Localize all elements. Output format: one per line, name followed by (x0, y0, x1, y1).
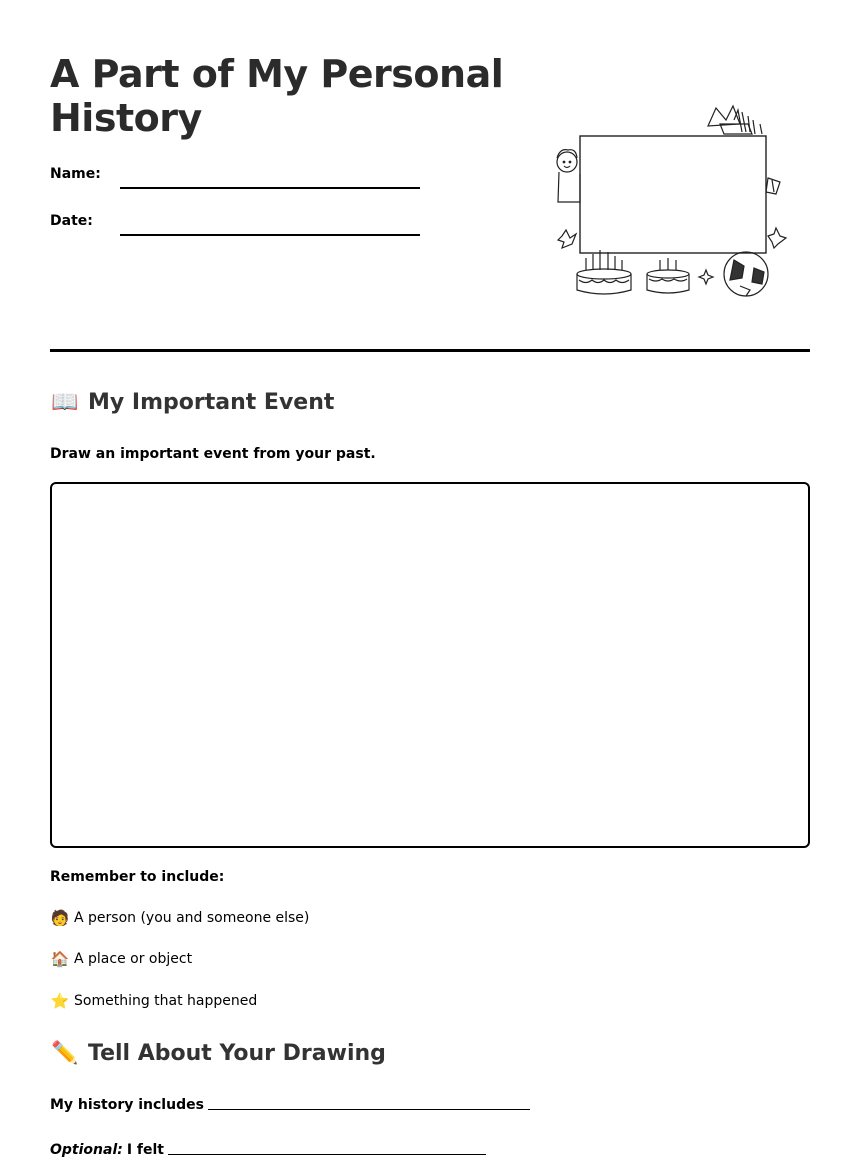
name-label: Name: (50, 166, 101, 182)
house-icon: 🏠 (50, 950, 70, 968)
history-prompt (50, 1097, 530, 1113)
open-book-icon: 📖 (51, 390, 79, 415)
page-title: A Part of My Personal History (50, 52, 504, 140)
event-section-title-text: My Important Event (88, 390, 335, 415)
date-field[interactable] (120, 234, 420, 236)
history-illustration (548, 98, 788, 303)
drawing-area[interactable] (50, 482, 810, 848)
books-icon (708, 106, 762, 134)
list-item (50, 909, 309, 927)
ball-icon (724, 252, 768, 296)
birthday-cake-icon (577, 250, 631, 294)
star-icon: ⭐ (50, 992, 70, 1010)
tell-section-title-text: Tell About Your Drawing (88, 1041, 386, 1066)
list-item (50, 992, 257, 1010)
draw-instruction: Draw an important event from your past. (50, 446, 376, 462)
person-icon: 🧑 (50, 909, 70, 927)
divider (50, 349, 810, 352)
child-icon (557, 150, 580, 202)
star-sparkle-icon (699, 270, 713, 284)
sparkle-icon (768, 228, 786, 248)
sparkle-icon (558, 230, 576, 248)
optional-label: Optional: (50, 1142, 123, 1158)
feeling-prompt (50, 1142, 486, 1158)
cake-icon (647, 258, 689, 293)
event-section-title (50, 390, 334, 415)
feeling-prompt-label: I felt (126, 1142, 165, 1158)
list-item-text: A person (you and someone else) (74, 910, 310, 926)
remember-label: Remember to include: (50, 869, 225, 885)
list-item-text: Something that happened (74, 993, 258, 1009)
date-label: Date: (50, 213, 93, 229)
flag-icon (766, 178, 780, 194)
history-answer-line[interactable] (208, 1109, 530, 1110)
list-item (50, 950, 192, 968)
history-prompt-label: My history includes (50, 1097, 204, 1113)
name-field[interactable] (120, 187, 420, 189)
tell-section-title (50, 1041, 386, 1066)
photo-frame (580, 136, 766, 253)
list-item-text: A place or object (74, 951, 193, 967)
pencil-icon: ✏️ (51, 1041, 79, 1066)
feeling-answer-line[interactable] (168, 1154, 486, 1155)
